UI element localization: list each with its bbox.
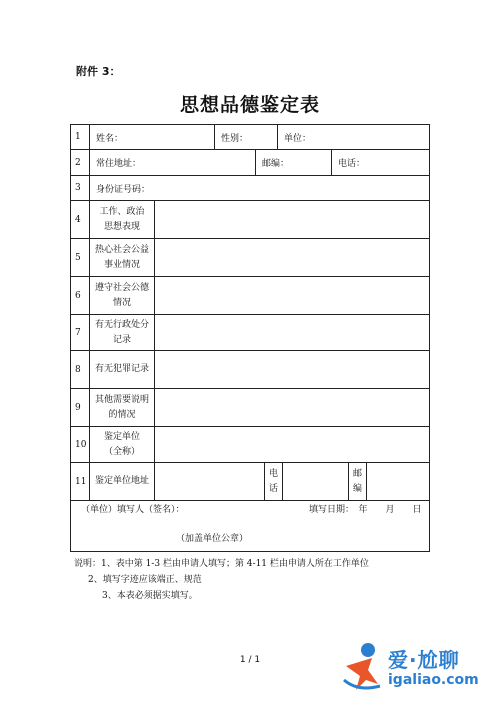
postcode-label-char-2: 编 [352, 483, 362, 494]
instructions-notes [74, 556, 369, 604]
table-row-3 [71, 176, 429, 201]
row-content-cell[interactable] [154, 239, 429, 276]
note-line-1: 说明：1、表中第 1-3 栏由申请人填写；第 4-11 栏由申请人所在工作单位 [74, 559, 369, 569]
seal-note: （加盖单位公章） [176, 534, 249, 544]
filler-signature-label: （单位）填写人（签名）： [81, 505, 185, 515]
row-label-line-1: 工作、政治 [99, 206, 145, 217]
row-label [89, 277, 154, 314]
row-label [89, 427, 154, 462]
table-row-9 [71, 389, 429, 427]
fill-date-label: 填写日期： 年 月 日 [309, 505, 422, 515]
appraisal-form-table [70, 124, 430, 552]
table-row-8 [71, 351, 429, 389]
address-field-label: 常住地址： [89, 150, 255, 175]
row-label-line-2: 事业情况 [103, 259, 140, 270]
attachment-label: 附件 3： [76, 65, 121, 78]
table-row-10 [71, 427, 429, 463]
address-content-cell[interactable] [154, 463, 264, 500]
name-field-label: 姓名： [89, 125, 214, 149]
row-label [89, 389, 154, 426]
gender-field-label: 性别： [214, 125, 277, 149]
row-label-line-2: （全称） [103, 446, 140, 457]
row-number: 5 [75, 252, 81, 263]
runner-figure-icon [338, 640, 386, 698]
table-row-4 [71, 201, 429, 239]
phone-label-char-2: 话 [268, 483, 278, 494]
table-row-2 [71, 150, 429, 176]
page-title: 思想品德鉴定表 [179, 94, 320, 116]
row-label: 有无犯罪记录 [89, 351, 154, 388]
row-label-line-1: 遵守社会公德 [94, 282, 149, 293]
watermark-url: igaliao.com [388, 672, 479, 688]
row-number: 7 [75, 327, 81, 338]
postcode-label [348, 463, 366, 500]
phone-content-cell[interactable] [282, 463, 348, 500]
row-number: 8 [75, 364, 81, 375]
postcode-content-cell[interactable] [366, 463, 429, 500]
row-label-line-2: 思想表现 [103, 221, 140, 232]
row-label-line-2: 的情况 [108, 409, 136, 420]
page-number: 1 / 1 [239, 655, 261, 665]
table-row-7 [71, 315, 429, 351]
unit-field-label: 单位： [277, 125, 429, 149]
row-label-line-2: 情况 [112, 297, 131, 308]
phone-label [264, 463, 282, 500]
row-content-cell[interactable] [154, 389, 429, 426]
row-label-line-1: 有无行政处分 [94, 319, 149, 330]
note-line-3: 3、本表必须据实填写。 [102, 591, 198, 601]
row-label [89, 201, 154, 238]
watermark-logo [338, 640, 498, 700]
row-number: 3 [75, 183, 81, 193]
table-row-6 [71, 277, 429, 315]
row-content-cell[interactable] [154, 427, 429, 462]
phone-label-char-1: 电 [268, 468, 278, 479]
row-content-cell[interactable] [154, 201, 429, 238]
row-number: 10 [75, 439, 87, 450]
table-row-11 [71, 463, 429, 501]
postcode-field-label: 邮编： [255, 150, 331, 175]
row-number: 6 [75, 290, 81, 301]
row-label-line-2: 记录 [112, 334, 131, 345]
row-content-cell[interactable] [154, 277, 429, 314]
note-line-2: 2、填写字迹应该端正、规范 [88, 575, 202, 585]
watermark-name: 爱·尬聊 [388, 648, 460, 672]
row-number: 11 [75, 476, 87, 487]
row-label-line-1: 鉴定单位 [103, 431, 140, 442]
row-label [89, 239, 154, 276]
phone-field-label: 电话： [331, 150, 429, 175]
row-content-cell[interactable] [154, 315, 429, 350]
row-number: 4 [75, 214, 81, 225]
row-number: 9 [75, 402, 81, 413]
row-content-cell[interactable] [154, 351, 429, 388]
row-label-line-1: 其他需要说明 [94, 394, 149, 405]
postcode-label-char-1: 邮 [352, 468, 362, 479]
row-label: 鉴定单位地址 [89, 463, 154, 500]
row-label [89, 315, 154, 350]
row-label-line-1: 热心社会公益 [94, 244, 149, 255]
table-row-1 [71, 125, 429, 150]
id-number-field-label: 身份证号码： [89, 176, 429, 200]
row-number: 1 [75, 132, 81, 142]
row-number: 2 [75, 157, 81, 168]
table-row-5 [71, 239, 429, 277]
